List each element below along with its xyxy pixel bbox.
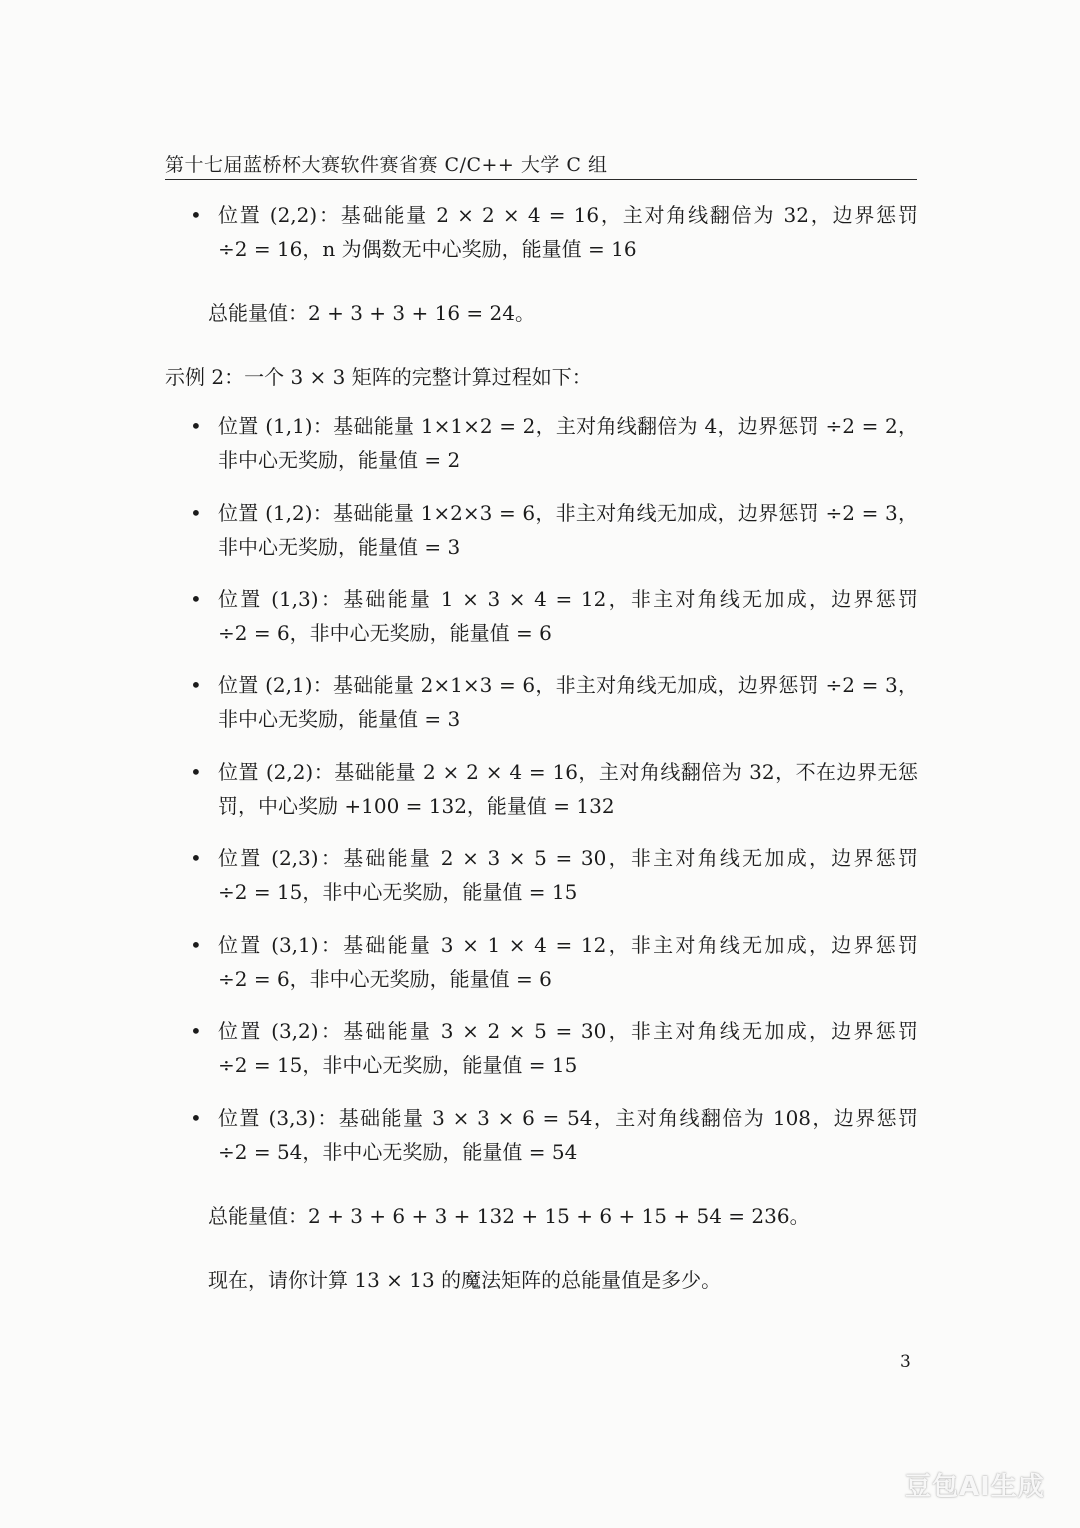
list-item [218,755,918,823]
list-item-line: 位置 (1,1)：基础能量 1×1×2 = 2，主对角线翻倍为 4，边界惩罚 ÷2 = 2， [218,414,918,438]
bullet-icon: • [190,203,202,227]
total-energy-2: 总能量值：2 + 3 + 6 + 3 + 132 + 15 + 6 + 15 + 54 = 236。 [208,1204,810,1228]
list-item-line: ÷2 = 6，非中心无奖励，能量值 = 6 [218,621,552,645]
list-item-line: 位置 (1,2)：基础能量 1×2×3 = 6，非主对角线无加成，边界惩罚 ÷2 = 3， [218,501,918,525]
list-item-line: 位置 (3,1)：基础能量 3 × 1 × 4 = 12，非主对角线无加成，边界惩罚 [218,933,918,957]
bullet-icon: • [190,1106,202,1130]
list-item [218,409,918,477]
list-item [218,841,918,909]
bullet-icon: • [190,760,202,784]
list-item [218,1014,918,1082]
bullet-icon: • [190,587,202,611]
list-item-line: 位置 (3,3)：基础能量 3 × 3 × 6 = 54，主对角线翻倍为 108，边界惩罚 [218,1106,918,1130]
list-item-line: ÷2 = 15，非中心无奖励，能量值 = 15 [218,1053,578,1077]
page-number: 3 [900,1352,911,1372]
list-item-line: 罚，中心奖励 +100 = 132，能量值 = 132 [218,794,615,818]
list-item [218,496,918,564]
list-item-line: 位置 (3,2)：基础能量 3 × 2 × 5 = 30，非主对角线无加成，边界惩罚 [218,1019,918,1043]
list-item-line: ÷2 = 6，非中心无奖励，能量值 = 6 [218,967,552,991]
list-item-line: ÷2 = 16，n 为偶数无中心奖励，能量值 = 16 [218,237,637,261]
running-header: 第十七届蓝桥杯大赛软件赛省赛 C/C++ 大学 C 组 [165,154,608,176]
list-item-line: ÷2 = 15，非中心无奖励，能量值 = 15 [218,880,578,904]
question-text: 现在，请你计算 13 × 13 的魔法矩阵的总能量值是多少。 [208,1268,722,1292]
example-heading: 示例 2：一个 3 × 3 矩阵的完整计算过程如下： [165,365,592,389]
bullet-icon: • [190,933,202,957]
bullet-icon: • [190,846,202,870]
bullet-icon: • [190,1019,202,1043]
list-item-line: 非中心无奖励，能量值 = 3 [218,707,461,731]
bullet-icon: • [190,414,202,438]
list-item-line: 位置 (2,1)：基础能量 2×1×3 = 6，非主对角线无加成，边界惩罚 ÷2 = 3， [218,673,918,697]
list-item-line: 位置 (2,2)：基础能量 2 × 2 × 4 = 16，主对角线翻倍为 32，边界惩罚 [218,203,918,227]
list-item [218,1101,918,1169]
bullet-icon: • [190,501,202,525]
header-rule [165,179,917,180]
list-item [218,582,918,650]
list-item [218,198,918,266]
list-item-line: 位置 (2,3)：基础能量 2 × 3 × 5 = 30，非主对角线无加成，边界惩罚 [218,846,918,870]
total-energy-1: 总能量值：2 + 3 + 3 + 16 = 24。 [208,301,535,325]
ai-watermark: 豆包AI生成 [905,1472,1045,1502]
bullet-icon: • [190,673,202,697]
list-item [218,668,918,736]
list-item-line: 非中心无奖励，能量值 = 2 [218,448,461,472]
list-item-line: 位置 (2,2)：基础能量 2 × 2 × 4 = 16，主对角线翻倍为 32，不在边界无惩 [218,760,918,784]
list-item-line: 位置 (1,3)：基础能量 1 × 3 × 4 = 12，非主对角线无加成，边界惩罚 [218,587,918,611]
list-item-line: 非中心无奖励，能量值 = 3 [218,535,461,559]
list-item-line: ÷2 = 54，非中心无奖励，能量值 = 54 [218,1140,578,1164]
list-item [218,928,918,996]
